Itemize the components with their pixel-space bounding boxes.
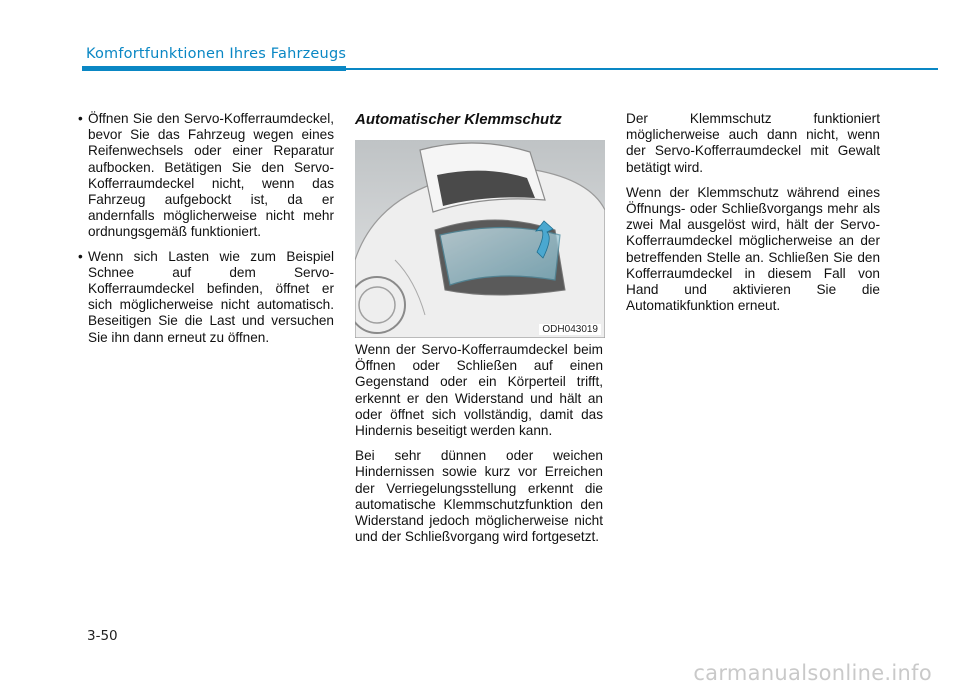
section-header-title: Komfortfunktionen Ihres Fahrzeugs (86, 46, 347, 62)
bullet-item (78, 249, 334, 346)
header-rule-thin (346, 68, 938, 70)
paragraph: Wenn der Klemmschutz während eines Öffnungs- oder Schließvorgangs mehr als zwei Mal ausgelöst wird, hält der Servo-Kofferraumdeckel möglicherweise an der betreffenden Stelle an. Schließen Sie den Kofferraumdeckel in diesem Fall von Hand und aktivieren Sie die Automatikfunktion erneut. (626, 184, 880, 314)
bullet-dot: • (78, 248, 83, 264)
header-rule-thick (82, 66, 346, 71)
trunk-illustration (355, 140, 605, 338)
car-trunk-illustration (355, 140, 605, 338)
bullet-text: Öffnen Sie den Servo-Kofferraumdeckel, bevor Sie das Fahrzeug wegen eines Reifenwechsels oder einer Reparatur aufbocken. Betätigen Sie den Servo-Kofferraumdeckel nicht, wenn das Fahrzeug aufgebockt ist, da er andernfalls möglicherweise nicht mehr ordnungsgemäß funktioniert. (88, 111, 334, 240)
column-right (626, 111, 880, 323)
bullet-item (78, 111, 334, 241)
figure-code: ODH043019 (539, 324, 601, 335)
column-left (78, 111, 334, 354)
paragraph: Wenn der Servo-Kofferraumdeckel beim Öffnen oder Schließen auf einen Gegenstand oder ein Körperteil trifft, erkennt er den Widerstand und hält an oder öffnet sich vollständig, damit das Hindernis beseitigt werden kann. (355, 342, 603, 439)
column-middle (355, 342, 603, 554)
paragraph: Der Klemmschutz funktioniert möglicherweise auch dann nicht, wenn der Servo-Kofferraumdeckel mit Gewalt betätigt wird. (626, 111, 880, 175)
bullet-dot: • (78, 111, 83, 126)
bullet-text: Wenn sich Lasten wie zum Beispiel Schnee auf dem Servo-Kofferraumdeckel befinden, öffnet er sich möglicherweise nicht automatisch. Beseitigen Sie die Last und versuchen Sie ihn dann erneut zu öffnen. (88, 248, 334, 345)
section-heading: Automatischer Klemmschutz (355, 111, 562, 128)
page-number: 3-50 (87, 628, 118, 644)
paragraph: Bei sehr dünnen oder weichen Hindernissen sowie kurz vor Erreichen der Verriegelungsstellung erkennt die automatische Klemmschutzfunktion den Widerstand jedoch möglicherweise nicht und der Schließvorgang wird fortgesetzt. (355, 448, 603, 545)
watermark: carmanualsonline.info (693, 661, 932, 685)
